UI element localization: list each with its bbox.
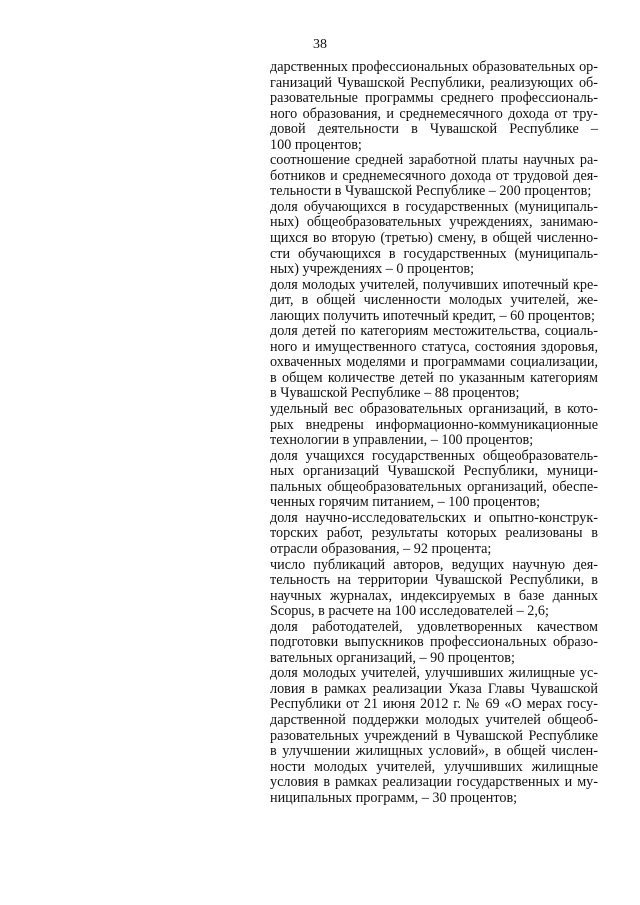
paragraph bbox=[270, 402, 598, 449]
paragraph bbox=[270, 666, 598, 806]
paragraph bbox=[270, 620, 598, 667]
text-line: доля детей по категориям местожительства, социаль- bbox=[270, 323, 598, 340]
text-line: тельности в Чувашской Республике – 200 процентов; bbox=[270, 183, 592, 200]
text-line: в Чувашской Республике – 88 процентов; bbox=[270, 385, 520, 402]
text-line: лающих получить ипотечный кредит, – 60 процентов; bbox=[270, 307, 595, 324]
text-line: ного и имущественного статуса, состояния здоровья, bbox=[270, 338, 598, 355]
text-line: доля молодых учителей, получивших ипотечный кре- bbox=[270, 276, 598, 293]
text-line: сти обучающихся в государственных (муниципаль- bbox=[270, 245, 598, 262]
text-line: в общем количестве детей по указанным категориям bbox=[270, 369, 598, 386]
text-line: 100 процентов; bbox=[270, 136, 362, 153]
text-line: дит, в общей численности молодых учителей, же- bbox=[270, 292, 598, 309]
text-line: пальных общеобразовательных организаций, обеспе- bbox=[270, 478, 598, 495]
text-line: научных журналах, индексируемых в базе данных bbox=[270, 587, 598, 604]
text-line: доля молодых учителей, улучшивших жилищные ус- bbox=[270, 665, 598, 682]
text-line: щихся во вторую (третью) смену, в общей численно- bbox=[270, 230, 598, 247]
text-line: ловия в рамках реализации Указа Главы Чувашской bbox=[270, 680, 598, 697]
text-line: ности молодых учителей, улучшивших жилищные bbox=[270, 758, 598, 775]
text-line: доля учащихся государственных общеобразователь- bbox=[270, 447, 598, 464]
text-line: тельность на территории Чувашской Республики, в bbox=[270, 572, 598, 589]
paragraph bbox=[270, 511, 598, 558]
text-line: доля работодателей, удовлетворенных качеством bbox=[270, 618, 598, 635]
text-line: ных) общеобразовательных учреждениях, занимаю- bbox=[270, 214, 598, 231]
paragraph bbox=[270, 153, 598, 200]
text-line: ных организаций Чувашской Республики, муници- bbox=[270, 463, 598, 480]
document-body bbox=[270, 60, 598, 806]
paragraph bbox=[270, 60, 598, 153]
text-line: в улучшении жилищных условий», в общей числен- bbox=[270, 743, 598, 760]
text-line: Республики от 21 июня 2012 г. № 69 «О мерах госу- bbox=[270, 696, 598, 713]
text-line: доля научно-исследовательских и опытно-конструк- bbox=[270, 509, 598, 526]
paragraph bbox=[270, 449, 598, 511]
text-line: число публикаций авторов, ведущих научную дея- bbox=[270, 556, 598, 573]
text-line: дарственных профессиональных образовательных ор- bbox=[270, 59, 598, 75]
text-line: соотношение средней заработной платы научных ра- bbox=[270, 152, 598, 169]
text-line: ниципальных программ, – 30 процентов; bbox=[270, 789, 518, 806]
paragraph bbox=[270, 558, 598, 620]
text-line: ного образования, и среднемесячного дохода от тру- bbox=[270, 105, 598, 122]
text-line: ботников и среднемесячного дохода от трудовой дея- bbox=[270, 167, 598, 184]
text-line: подготовки выпускников профессиональных образо- bbox=[270, 634, 598, 651]
text-line: разовательных учреждений в Чувашской Республике bbox=[270, 727, 598, 744]
text-line: дарственной поддержки молодых учителей общеоб- bbox=[270, 711, 598, 728]
text-line: отрасли образования, – 92 процента; bbox=[270, 540, 492, 557]
text-line: охваченных моделями и программами социализации, bbox=[270, 354, 598, 371]
paragraph bbox=[270, 200, 598, 278]
text-line: доля обучающихся в государственных (муниципаль- bbox=[270, 198, 598, 215]
page-number: 38 bbox=[313, 37, 327, 52]
text-line: ганизаций Чувашской Республики, реализующих об- bbox=[270, 74, 598, 91]
paragraph bbox=[270, 324, 598, 402]
paragraph bbox=[270, 278, 598, 325]
text-line: удельный вес образовательных организаций, в кото- bbox=[270, 401, 598, 418]
text-line: довой деятельности в Чувашской Республике – bbox=[270, 121, 598, 138]
text-line: разовательные программы среднего профессиональ- bbox=[270, 90, 598, 107]
text-line: торских работ, результаты которых реализованы в bbox=[270, 525, 598, 542]
text-line: ченных горячим питанием, – 100 процентов; bbox=[270, 494, 541, 511]
text-line: технологии в управлении, – 100 процентов; bbox=[270, 432, 534, 449]
text-line: рых внедрены информационно-коммуникационные bbox=[270, 416, 598, 433]
text-line: условия в рамках реализации государственных и му- bbox=[270, 774, 598, 791]
text-line: вательных организаций, – 90 процентов; bbox=[270, 649, 515, 666]
text-line: Scopus, в расчете на 100 исследователей – 2,6; bbox=[270, 603, 549, 620]
text-line: ных) учреждениях – 0 процентов; bbox=[270, 261, 475, 278]
